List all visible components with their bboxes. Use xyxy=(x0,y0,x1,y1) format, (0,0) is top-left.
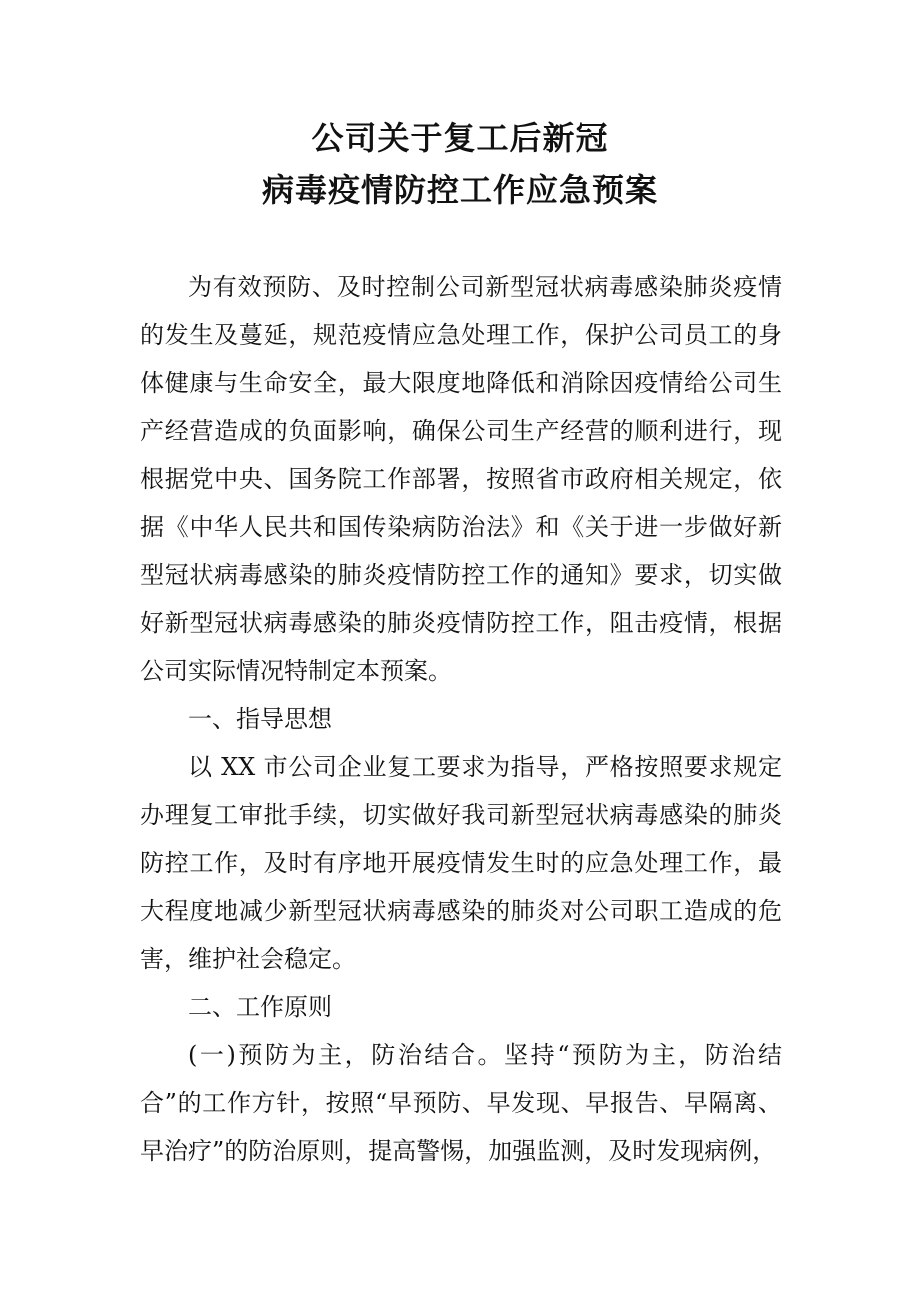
document-title xyxy=(0,112,920,216)
guiding-ideology-paragraph: 以 XX 市公司企业复工要求为指导，严格按照要求规定办理复工审批手续，切实做好我司新型冠状病毒感染的肺炎防控工作，及时有序地开展疫情发生时的应急处理工作，最大程度地减少新型冠状病毒感染的肺炎对公司职工造成的危害，维护社会稳定。 xyxy=(140,753,782,973)
section-heading-guiding-ideology: 一、指导思想 xyxy=(188,705,332,733)
title-line-2: 病毒疫情防控工作应急预案 xyxy=(261,171,658,209)
work-principles-paragraph: (一)预防为主，防治结合。坚持“预防为主，防治结合”的工作方针，按照“早预防、早发现、早报告、早隔离、早治疗”的防治原则，提高警惕，加强监测，及时发现病例， xyxy=(140,1041,782,1165)
document-body xyxy=(140,263,782,1175)
intro-paragraph: 为有效预防、及时控制公司新型冠状病毒感染肺炎疫情的发生及蔓延，规范疫情应急处理工作，保护公司员工的身体健康与生命安全，最大限度地降低和消除因疫情给公司生产经营造成的负面影响，确保公司生产经营的顺利进行，现根据党中央、国务院工作部署，按照省市政府相关规定，依据《中华人民共和国传染病防治法》和《关于进一步做好新型冠状病毒感染的肺炎疫情防控工作的通知》要求，切实做好新型冠状病毒感染的肺炎疫情防控工作，阻击疫情，根据公司实际情况特制定本预案。 xyxy=(140,273,782,685)
section-heading-work-principles: 二、工作原则 xyxy=(188,993,332,1021)
title-line-1: 公司关于复工后新冠 xyxy=(311,119,609,157)
